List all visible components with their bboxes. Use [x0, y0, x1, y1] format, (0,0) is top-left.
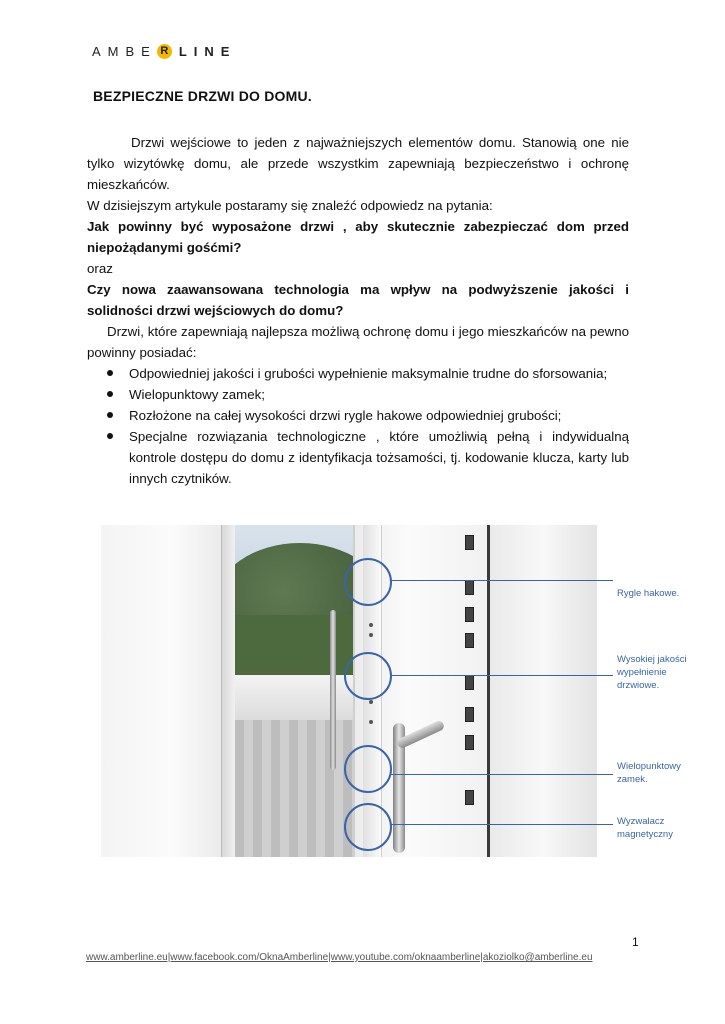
label-multipoint-lock: Wielopunktowy zamek.: [617, 761, 681, 785]
list-item: Specjalne rozwiązania technologiczne , które umożliwią pełną i indywidualną kontrole dostępu do domu z identyfikacja tożsamości, tj. kodowanie klucza, karty lub innych czytników.: [87, 426, 629, 489]
glass-slot: [465, 580, 474, 595]
glass-slot: [465, 735, 474, 750]
glass-slot: [465, 535, 474, 550]
lock-hole: [369, 700, 373, 704]
footer-links[interactable]: www.amberline.eu|www.facebook.com/OknaAmberline|www.youtube.com/oknaamberline|akoziolko@amberline.eu: [86, 952, 593, 963]
list-item: Rozłożone na całej wysokości drzwi rygle hakowe odpowiedniej grubości;: [87, 405, 629, 426]
logo-suffix: LINE: [178, 44, 237, 59]
callout-line-filling: [390, 675, 597, 676]
logo-prefix: AMBE: [92, 44, 157, 59]
article-body: [87, 132, 629, 489]
callout-line-ext: [597, 580, 613, 581]
lock-hole: [369, 633, 373, 637]
question-1: Jak powinny być wyposażone drzwi , aby skutecznie zabezpieczać dom przed niepożądanymi gośćmi?: [87, 219, 629, 255]
question-intro: W dzisiejszym artykule postaramy się znaleźć odpowiedz na pytania:: [87, 198, 493, 213]
callout-ring-hook-bolts: [344, 558, 392, 606]
pull-handle-bar: [330, 610, 336, 770]
requirements-paragraph: Drzwi, które zapewniają najlepsza możliwą ochronę domu i jego mieszkańców na pewno powinny posiadać:: [87, 324, 629, 360]
question-2: Czy nowa zaawansowana technologia ma wpływ na podwyższenie jakości i solidności drzwi wejściowych do domu?: [87, 282, 629, 318]
page-number: 1: [632, 935, 639, 949]
glass-slot: [465, 633, 474, 648]
callout-line-lock: [390, 774, 597, 775]
callout-ring-magnet: [344, 803, 392, 851]
door-frame: [221, 525, 236, 857]
logo-r-circle: R: [157, 44, 172, 59]
list-item: Wielopunktowy zamek;: [87, 384, 629, 405]
callout-line-hook-bolts: [390, 580, 597, 581]
callout-line-ext: [597, 774, 613, 775]
intro-paragraph: Drzwi wejściowe to jeden z najważniejszych elementów domu. Stanowią one nie tylko wizytówkę domu, ale przede wszystkim zapewniają bezpieczeństwo i ochronę mieszkańców.: [87, 135, 629, 192]
callout-ring-filling: [344, 652, 392, 700]
garden-view-photo: [235, 525, 353, 857]
label-filling: Wysokiej jakości wypełnienie drzwiowe.: [617, 654, 687, 691]
requirements-list: [87, 363, 629, 489]
lock-hole: [369, 623, 373, 627]
callout-line-magnet: [390, 824, 597, 825]
glass-slot: [465, 675, 474, 690]
lock-hole: [369, 720, 373, 724]
label-magnetic-trigger: Wyzwalacz magnetyczny: [617, 816, 673, 840]
label-hook-bolts: Rygle hakowe.: [617, 588, 680, 599]
wall-left: [101, 525, 221, 857]
glass-slot: [465, 790, 474, 805]
callout-ring-lock: [344, 745, 392, 793]
glass-slot: [465, 607, 474, 622]
callout-line-ext: [597, 675, 613, 676]
door-cross-section-image: [101, 525, 597, 857]
document-title: BEZPIECZNE DRZWI DO DOMU.: [93, 88, 312, 104]
oraz-text: oraz: [87, 261, 113, 276]
callout-line-ext: [597, 824, 613, 825]
wall-right: [490, 525, 597, 857]
amberline-logo: [92, 44, 236, 59]
list-item: Odpowiedniej jakości i grubości wypełnienie maksymalnie trudne do sforsowania;: [87, 363, 629, 384]
glass-slot: [465, 707, 474, 722]
